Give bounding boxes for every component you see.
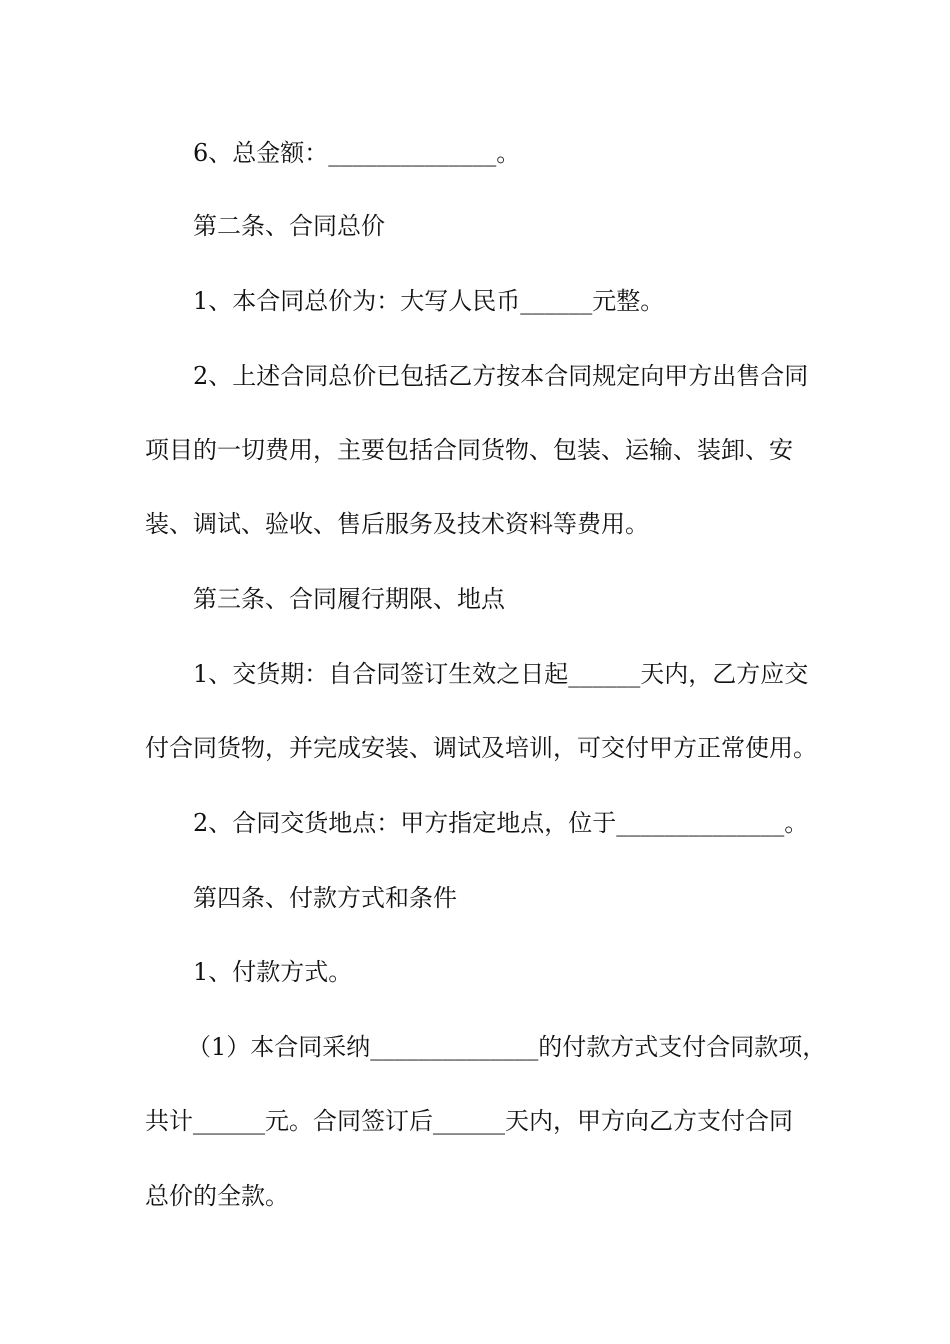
article-4-heading: 第四条、付款方式和条件 (193, 884, 457, 912)
clause-price-includes-line-3: 装、调试、验收、售后服务及技术资料等费用。 (145, 510, 649, 538)
clause-price-includes-line-1: 2、上述合同总价已包括乙方按本合同规定向甲方出售合同 (193, 362, 809, 390)
clause-delivery-period-line-2: 付合同货物，并完成安装、调试及培训，可交付甲方正常使用。 (145, 734, 817, 762)
clause-delivery-period-line-1: 1、交货期：自合同签订生效之日起______天内，乙方应交 (193, 660, 809, 688)
clause-contract-price: 1、本合同总价为：大写人民币______元整。 (193, 287, 665, 315)
article-2-heading: 第二条、合同总价 (193, 212, 385, 240)
clause-payment-terms-line-1: （1）本合同采纳______________的付款方式支付合同款项， (187, 1033, 827, 1061)
article-3-heading: 第三条、合同履行期限、地点 (193, 585, 505, 613)
clause-payment-terms-line-3: 总价的全款。 (145, 1182, 289, 1210)
clause-payment-terms-line-2: 共计______元。合同签订后______天内，甲方向乙方支付合同 (145, 1107, 793, 1135)
clause-delivery-location: 2、合同交货地点：甲方指定地点，位于______________。 (193, 809, 809, 837)
clause-payment-method: 1、付款方式。 (193, 958, 353, 986)
clause-total-amount: 6、总金额：______________。 (193, 139, 521, 167)
clause-price-includes-line-2: 项目的一切费用，主要包括合同货物、包装、运输、装卸、安 (145, 436, 793, 464)
